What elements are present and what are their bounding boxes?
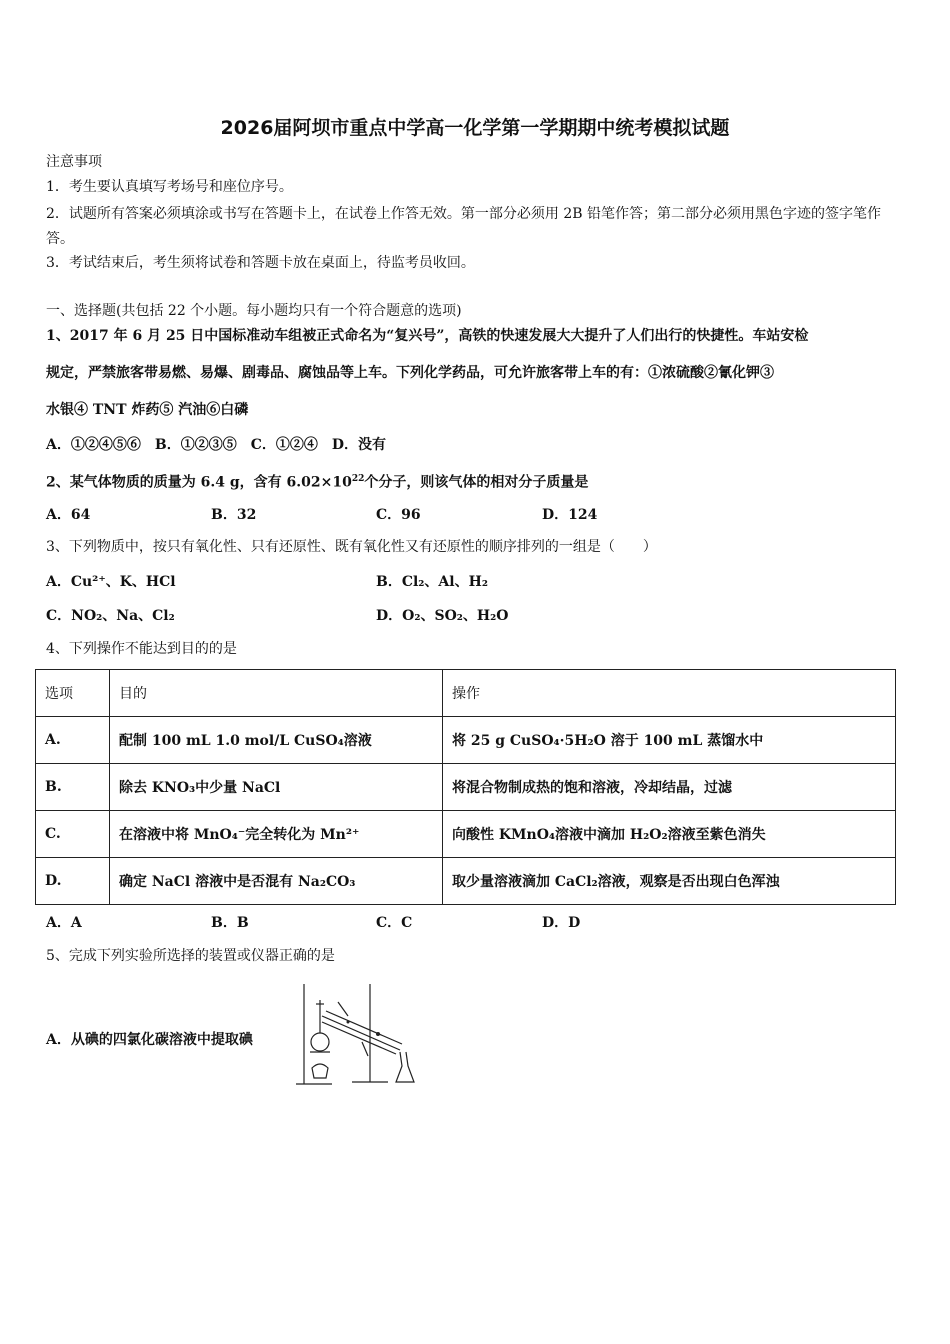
q4-row-c-purpose: 在溶液中将 MnO₄⁻完全转化为 Mn²⁺ [110,811,443,858]
q4-header-operation: 操作 [443,670,896,717]
notice-item-3: 3．考试结束后，考生须将试卷和答题卡放在桌面上，待监考员收回。 [46,255,475,271]
q4-option-b: B．B [211,915,249,931]
q4-table-header [36,670,896,717]
q4-table [35,669,896,905]
q2-option-a: A．64 [46,507,91,523]
exam-title: 2026届阿坝市重点中学高一化学第一学期期中统考模拟试题 [220,117,730,139]
q2-stem-b: 个分子，则该气体的相对分子质量是 [364,474,589,491]
q4-option-c: C．C [376,915,413,931]
q4-row-d-purpose: 确定 NaCl 溶液中是否混有 Na₂CO₃ [110,858,443,905]
table-row [36,764,896,811]
q3-option-c: C．NO₂、Na、Cl₂ [46,608,175,624]
q4-row-b-purpose: 除去 KNO₃中少量 NaCl [110,764,443,811]
q4-row-c-operation: 向酸性 KMnO₄溶液中滴加 H₂O₂溶液至紫色消失 [443,811,896,858]
q2-stem-a: 2、某气体物质的质量为 6.4 g，含有 6.02×10 [46,474,352,491]
q3-option-b: B．Cl₂、Al、H₂ [376,574,488,590]
q4-row-d-operation: 取少量溶液滴加 CaCl₂溶液，观察是否出现白色浑浊 [443,858,896,905]
q4-row-a-purpose: 配制 100 mL 1.0 mol/L CuSO₄溶液 [110,717,443,764]
q1-line-2: 规定，严禁旅客带易燃、易爆、剧毒品、腐蚀品等上车。下列化学药品，可允许旅客带上车的有：①浓硫酸②氰化钾③ [46,365,774,381]
notice-item-1: 1．考生要认真填写考场号和座位序号。 [46,179,293,195]
q3-stem: 3、下列物质中，按只有氧化性、只有还原性、既有氧化性又有还原性的顺序排列的一组是（ ） [46,539,657,555]
q2-stem-exponent: 22 [351,474,365,484]
q3-option-a: A．Cu²⁺、K、HCl [46,574,176,590]
notice-item-2: 2．试题所有答案必须填涂或书写在答题卡上，在试卷上作答无效。第一部分必须用 2B 铅笔作答；第二部分必须用黑色字迹的签字笔作答。 [46,206,881,247]
table-row [36,858,896,905]
q4-option-a: A．A [46,915,82,931]
q2-option-c: C．96 [376,507,421,523]
q4-stem: 4、下列操作不能达到目的的是 [46,641,237,657]
q4-header-purpose: 目的 [110,670,443,717]
q4-row-a-operation: 将 25 g CuSO₄·5H₂O 溶于 100 mL 蒸馏水中 [443,717,896,764]
table-row [36,811,896,858]
q2-option-d: D．124 [542,507,598,523]
q3-option-d: D．O₂、SO₂、H₂O [376,608,509,624]
q4-row-a-option: A. [36,717,110,764]
q2-stem [46,469,588,493]
q1-line-3: 水银④ TNT 炸药⑤ 汽油⑥白磷 [46,402,249,418]
section-heading: 一、选择题(共包括 22 个小题。每小题均只有一个符合题意的选项) [46,303,462,319]
distillation-apparatus-illustration [292,982,416,1088]
q4-option-d: D．D [542,915,581,931]
q4-row-b-option: B. [36,764,110,811]
q4-row-d-option: D. [36,858,110,905]
table-row [36,717,896,764]
notice-heading: 注意事项 [46,154,102,170]
q4-header-option: 选项 [36,670,110,717]
q5-stem: 5、完成下列实验所选择的装置或仪器正确的是 [46,948,335,964]
q5-option-a: A．从碘的四氯化碳溶液中提取碘 [46,1032,253,1048]
q4-row-c-option: C. [36,811,110,858]
q4-row-b-operation: 将混合物制成热的饱和溶液，冷却结晶，过滤 [443,764,896,811]
q1-line-1: 1、2017 年 6 月 25 日中国标准动车组被正式命名为“复兴号”，高铁的快速发展大大提升了人们出行的快捷性。车站安检 [46,328,809,344]
q1-options: A．①②④⑤⑥ B．①②③⑤ C．①②④ D．没有 [46,437,386,453]
q2-option-b: B．32 [211,507,257,523]
